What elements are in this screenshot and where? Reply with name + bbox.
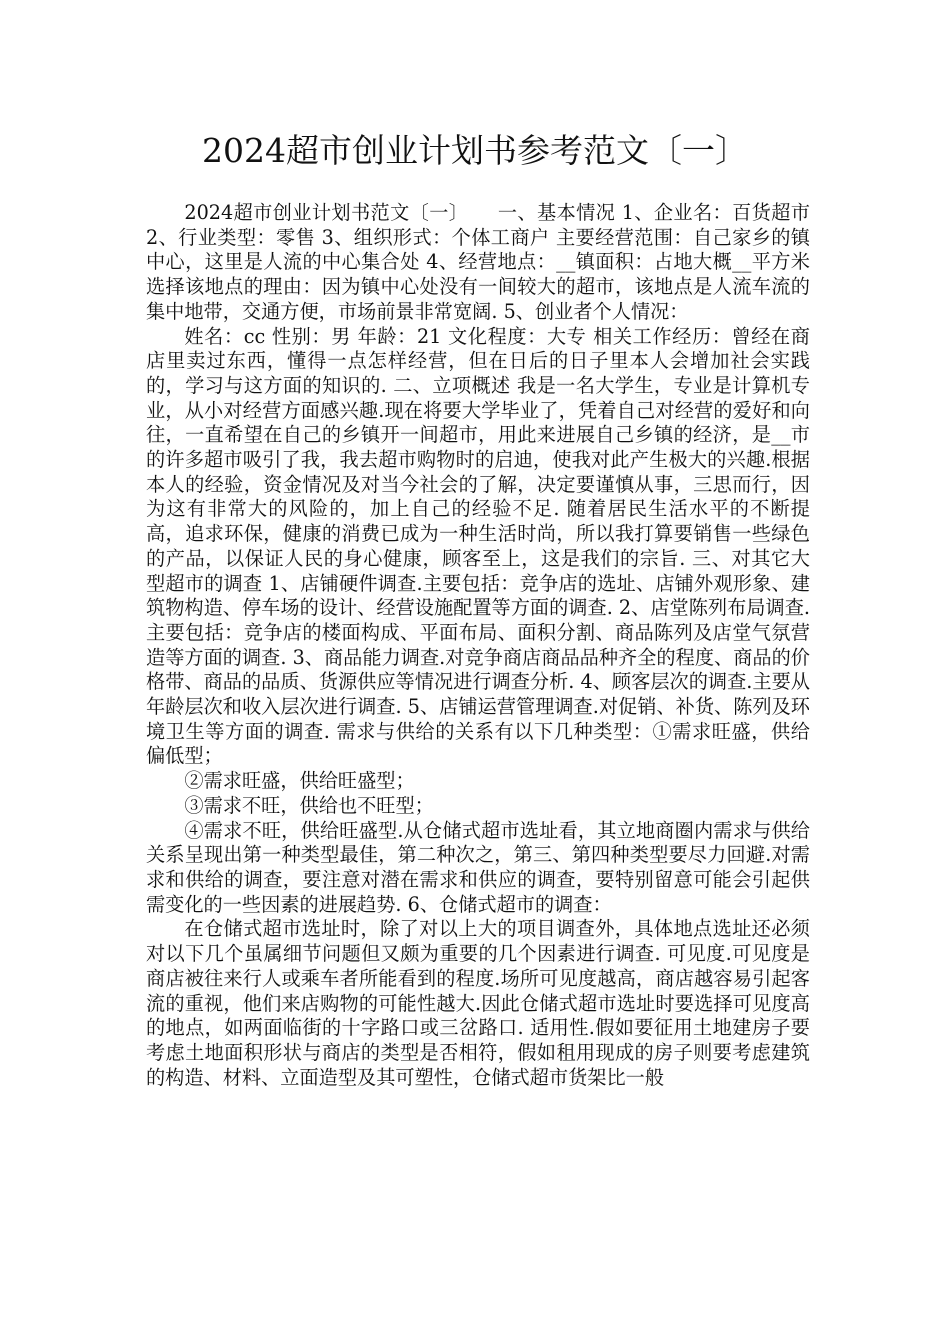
paragraph-3: ②需求旺盛，供给旺盛型； xyxy=(184,769,415,793)
paragraph-4: ③需求不旺，供给也不旺型； xyxy=(184,793,434,817)
paragraph-1: 2024超市创业计划书范文〔一〕 一、基本情况 1、企业名：百货超市 2、行业类型：零售 3、组织形式：个体工商户 主要经营范围：自己家乡的镇中心，这里是人流的中心集合处 4、经营地点：__镇面积：占地大概__平方米 选择该地点的理由：因为镇中心处没有一间较大的超市，该地点是人流车流的集中地带，交通方便，市场前景非常宽阔. 5、创业者个人情况： xyxy=(146,201,810,323)
paragraph-2: 姓名：cc 性别：男 年龄：21 文化程度：大专 相关工作经历：曾经在商店里卖过东西，懂得一点怎样经营，但在日后的日子里本人会增加社会实践的，学习与这方面的知识的. 二、立项概述 我是一名大学生，专业是计算机专业，从小对经营方面感兴趣.现在将要大学毕业了，凭着自己对经营的爱好和向往，一直希望在自己的乡镇开一间超市，用此来进展自己乡镇的经济，是__市的许多超市吸引了我，我去超市购物时的启迪，使我对此产生极大的兴趣.根据本人的经验，资金情况及对当今社会的了解，决定要谨慎从事，三思而行，因为这有非常大的风险的，加上自己的经验不足. 随着居民生活水平的不断提高，追求环保，健康的消费已成为一种生活时尚，所以我打算要销售一些绿色的产品，以保证人民的身心健康，顾客至上，这是我们的宗旨. 三、对其它大型超市的调查 1、店铺硬件调查.主要包括：竞争店的选址、店铺外观形象、建筑物构造、停车场的设计、经营设施配置等方面的调查. 2、店堂陈列布局调查.主要包括：竞争店的楼面构成、平面布局、面积分割、商品陈列及店堂气氛营造等方面的调查. 3、商品能力调查.对竞争商店商品品种齐全的程度、商品的价格带、商品的品质、货源供应等情况进行调查分析. 4、顾客层次的调查.主要从年龄层次和收入层次进行调查. 5、店铺运营管理调查.对促销、补货、陈列及环境卫生等方面的调查. 需求与供给的关系有以下几种类型：①需求旺盛，供给偏低型； xyxy=(146,324,810,768)
document-body xyxy=(146,201,810,1090)
document-title: 2024超市创业计划书参考范文〔一〕 xyxy=(202,131,748,170)
paragraph-5: ④需求不旺，供给旺盛型.从仓储式超市选址看，其立地商圈内需求与供给关系呈现出第一种类型最佳，第二种次之，第三、第四种类型要尽力回避.对需求和供给的调查，要注意对潜在需求和供应的调查，要特别留意可能会引起供需变化的一些因素的进展趋势. 6、仓储式超市的调查： xyxy=(146,818,810,916)
paragraph-6: 在仓储式超市选址时，除了对以上大的项目调查外，具体地点选址还必须对以下几个虽属细节问题但又颇为重要的几个因素进行调查. 可见度.可见度是商店被往来行人或乘车者所能看到的程度.场所可见度越高，商店越容易引起客流的重视，他们来店购物的可能性越大.因此仓储式超市选址时要选择可见度高的地点，如两面临街的十字路口或三岔路口. 适用性.假如要征用土地建房子要考虑土地面积形状与商店的类型是否相符，假如租用现成的房子则要考虑建筑的构造、材料、立面造型及其可塑性，仓储式超市货架比一般 xyxy=(146,917,810,1089)
